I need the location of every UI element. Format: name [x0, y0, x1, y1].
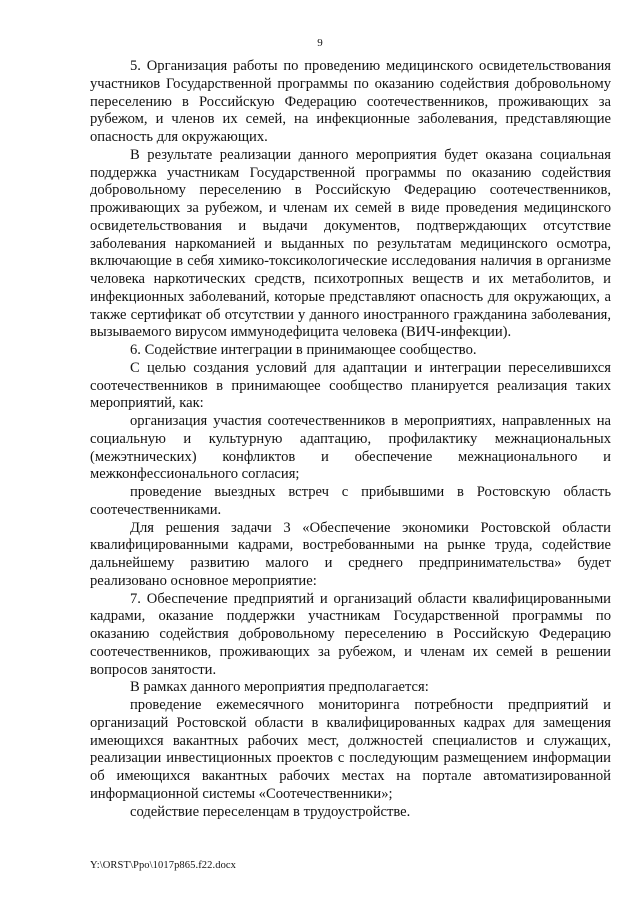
paragraph-integration-item-1: организация участия соотечественников в мероприятиях, направленных на социальную и культурную адаптацию, профилактику межнациональных (межэтнических) конфликтов и обеспечение межнационального и межконфессионального согласия;	[90, 413, 611, 483]
paragraph-measure-5-result: В результате реализации данного мероприятия будет оказана социальная поддержка участникам Государственной программы по оказанию содействия добровольному переселению в Российскую Федерацию соотечественников, проживающих за рубежом, и членам их семей в виде проведения медицинского освидетельствования и выдачи документов, подтверждающих отсутствие заболевания наркоманией и выданных по результатам медицинского осмотра, включающие в себя химико-токсикологические исследования наличия в организме человека наркотических средств, психотропных веществ и их метаболитов, и инфекционных заболеваний, которые представляют опасность для окружающих, а также сертификат об отсутствии у данного иностранного гражданина заболевания, вызываемого вирусом иммунодефицита человека (ВИЧ-инфекции).	[90, 146, 611, 341]
paragraph-measure-7: 7. Обеспечение предприятий и организаций области квалифицированными кадрами, оказание поддержки участникам Государственной программы по оказанию содействия добровольному переселению в Российскую Федерацию соотечественников, проживающих за рубежом, и членам их семей в решении вопросов занятости.	[90, 590, 611, 678]
document-body	[90, 58, 611, 821]
paragraph-measure-7-item-1: проведение ежемесячного мониторинга потребности предприятий и организаций Ростовской области в квалифицированных кадрах для замещения имеющихся вакантных рабочих мест, должностей специалистов и служащих, реализации инвестиционных проектов с последующим размещением информации об имеющихся вакантных рабочих местах на портале автоматизированной информационной системы «Соотечественники»;	[90, 697, 611, 802]
paragraph-measure-5: 5. Организация работы по проведению медицинского освидетельствования участников Государственной программы по оказанию содействия добровольному переселению в Российскую Федерацию соотечественников, проживающих за рубежом, и членов их семей, на инфекционные заболевания, представляющие опасность для окружающих.	[90, 58, 611, 145]
footer-file-path: Y:\ORST\Ppo\1017p865.f22.docx	[90, 860, 237, 871]
paragraph-integration-item-2: проведение выездных встреч с прибывшими в Ростовскую область соотечественниками.	[90, 484, 611, 518]
paragraph-measure-7-intro: В рамках данного мероприятия предполагается:	[130, 679, 429, 696]
paragraph-measure-6: 6. Содействие интеграции в принимающее сообщество.	[130, 342, 477, 358]
page-number: 9	[317, 37, 323, 49]
paragraph-integration-intro: С целью создания условий для адаптации и интеграции переселившихся соотечественников в принимающее сообщество планируется реализация таких мероприятий, как:	[90, 359, 611, 412]
paragraph-task-3: Для решения задачи 3 «Обеспечение экономики Ростовской области квалифицированными кадрами, востребованными на рынке труда, содействие дальнейшему развитию малого и среднего предпринимательства» будет реализовано основное мероприятие:	[90, 519, 611, 589]
paragraph-measure-7-item-2: содействие переселенцам в трудоустройстве.	[130, 803, 411, 820]
